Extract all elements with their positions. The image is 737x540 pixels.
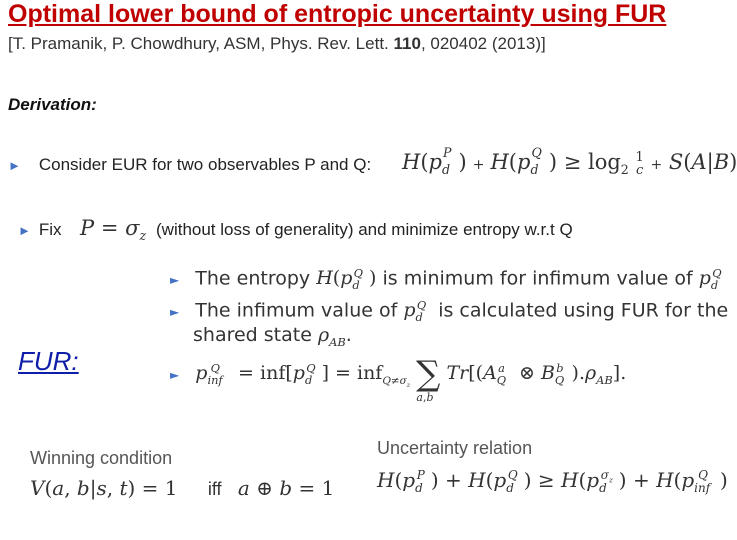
citation-suffix: , 020402 (2013)] — [420, 34, 546, 53]
fix-equation: $P = \sigma_z$ — [80, 216, 147, 244]
triangle-bullet-icon: ► — [8, 158, 21, 173]
uncertainty-relation-equation: $H(p_d^P$ ) + $H(p_d^Q$ ) ≥ $H(p_d^{\sigma_z}$ ) + $H(p_{inf}^Q$ ) — [377, 468, 728, 495]
uncertainty-relation-title: Uncertainty relation — [377, 438, 533, 458]
citation — [8, 34, 546, 54]
bullet-consider-text: Consider EUR for two observables P and Q: — [38, 155, 372, 174]
sub-bullet-fur-equation: ► $p_{inf}^Q = inf[p_d^Q$ ] = inf$_{Q\ne\sigma_z}$ ∑a,b $Tr[(A_Q^a$ ⊗ $B_Q^b$ )$.\rho_{AB}$]. — [170, 354, 627, 404]
triangle-bullet-icon: ► — [170, 305, 180, 320]
sub-bullet-entropy: ► The entropy $H(p_d^Q$ ) is minimum for infimum value of $p_d^Q$ — [170, 266, 722, 293]
derivation-label: Derivation: — [8, 95, 97, 114]
triangle-bullet-icon: ► — [170, 368, 180, 382]
slide-title: Optimal lower bound of entropic uncertainty using FUR — [8, 0, 667, 28]
citation-prefix: [T. Pramanik, P. Chowdhury, ASM, Phys. Rev. Lett. — [8, 34, 394, 53]
bullet-fix — [18, 220, 62, 240]
winning-condition-equation: V(a, b|s, t) = 1 iff a ⊕ b = 1 — [30, 476, 335, 500]
eur-equation: $H(p_d^P$ ) + $H(p_d^Q$ ) ≥ $\log_2 1$ c + S(A|B) — [402, 145, 737, 178]
bullet-consider-eur — [8, 155, 371, 175]
triangle-bullet-icon: ► — [18, 223, 31, 238]
triangle-bullet-icon: ► — [170, 273, 180, 288]
bullet-fix-text: (without loss of generality) and minimize entropy w.r.t Q — [156, 220, 573, 239]
sub-bullet-infimum-cont: shared state $\rho_{AB}$. — [193, 324, 352, 349]
fur-label: FUR: — [18, 346, 79, 376]
bullet-fix-label: Fix — [38, 220, 62, 239]
winning-condition-title: Winning condition — [30, 448, 173, 468]
sub-bullet-infimum: ► The infimum value of $p_d^Q$ is calculated using FUR for the — [170, 298, 729, 325]
citation-volume: 110 — [393, 34, 421, 53]
